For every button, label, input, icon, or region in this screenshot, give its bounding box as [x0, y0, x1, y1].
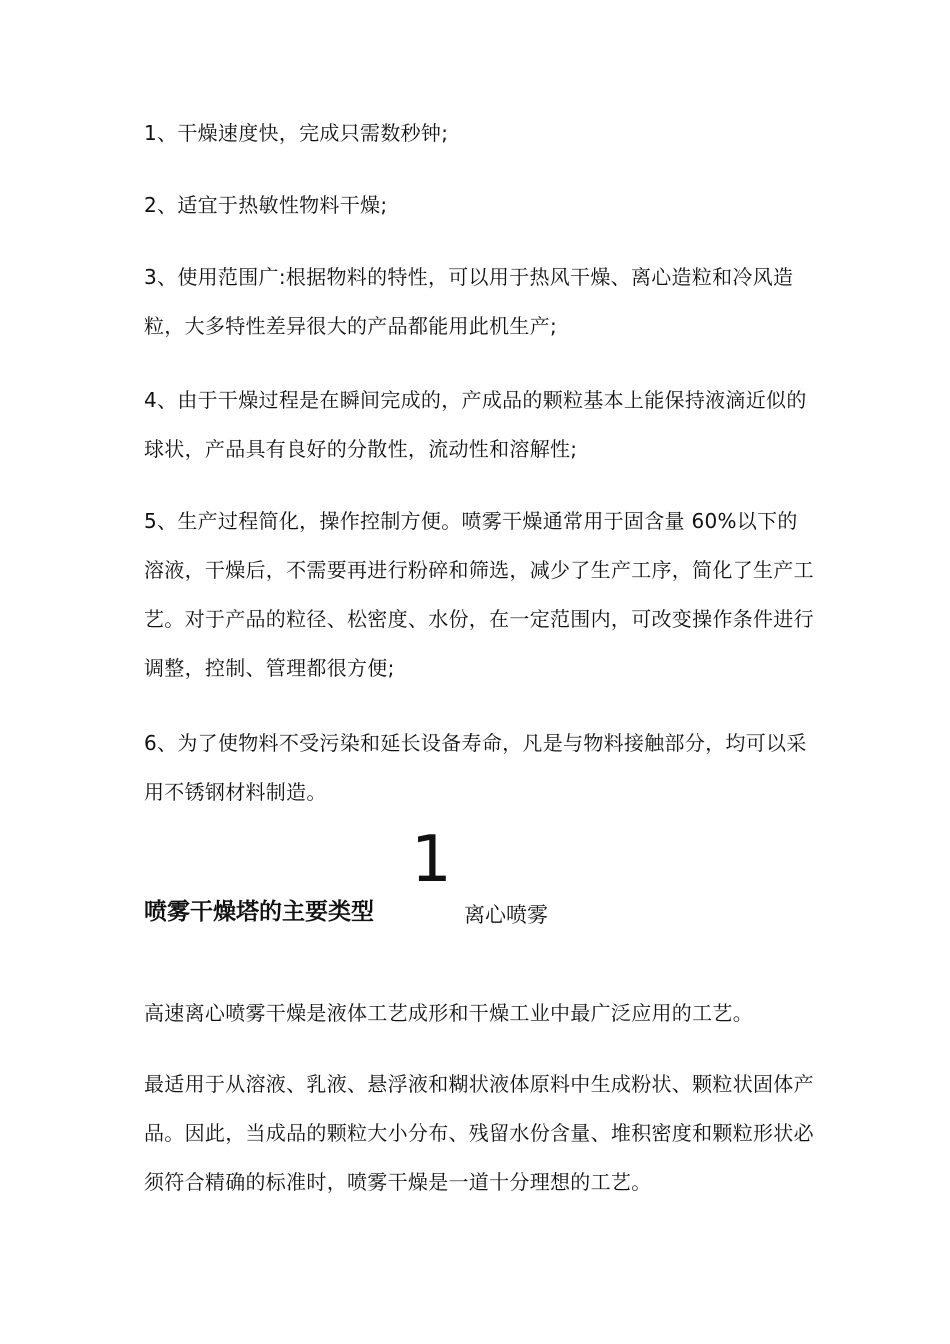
body-paragraph-2: 最适用于从溶液、乳液、悬浮液和糊状液体原料中生成粉状、颗粒状固体产品。因此，当成品的颗粒大小分布、残留水份含量、堆积密度和颗粒形状必须符合精确的标准时，喷雾干燥是一道十分理想的工艺。 [144, 1072, 814, 1194]
list-item-3: 3、使用范围广:根据物料的特性，可以用于热风干燥、离心造粒和冷风造粒，大多特性差异很大的产品都能用此机生产; [144, 265, 794, 338]
list-item-6: 6、为了使物料不受污染和延长设备寿命，凡是与物料接触部分，均可以采用不锈钢材料制造。 [144, 731, 807, 804]
list-item-5: 5、生产过程简化，操作控制方便。喷雾干燥通常用于固含量 60%以下的溶液，干燥后，不需要再进行粉碎和筛选，减少了生产工序，简化了生产工艺。对于产品的粒径、松密度、水份，在一定范围内，可改变操作条件进行调整，控制、管理都很方便; [144, 509, 814, 680]
list-item-2: 2、适宜于热敏性物料干燥; [144, 193, 388, 217]
list-item-4: 4、由于干燥过程是在瞬间完成的，产成品的颗粒基本上能保持液滴近似的球状，产品具有良好的分散性，流动性和溶解性; [144, 388, 807, 461]
section-subtitle: 离心喷雾 [464, 903, 548, 927]
section-title: 喷雾干燥塔的主要类型 [144, 899, 374, 925]
body-paragraph-1: 高速离心喷雾干燥是液体工艺成形和干燥工业中最广泛应用的工艺。 [144, 1001, 753, 1025]
section-number: 1 [411, 823, 452, 897]
list-item-1: 1、干燥速度快，完成只需数秒钟; [144, 121, 449, 145]
